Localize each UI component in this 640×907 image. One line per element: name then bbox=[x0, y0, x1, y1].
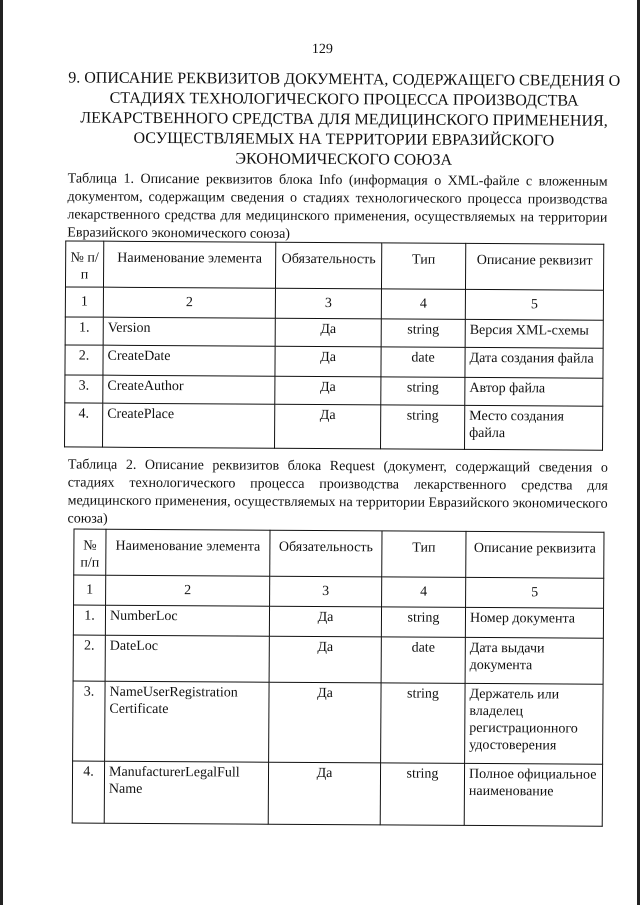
required-value: Да bbox=[268, 762, 380, 825]
header-cell: Наименование элемента bbox=[106, 529, 270, 576]
element-name: NameUserRegistration Certificate bbox=[105, 681, 269, 762]
description-value: Полное официальное наименование bbox=[464, 763, 602, 826]
column-number: 5 bbox=[466, 577, 604, 608]
header-cell: Тип bbox=[381, 243, 465, 290]
type-value: string bbox=[380, 763, 464, 826]
table-row bbox=[73, 605, 603, 638]
row-index: 1. bbox=[73, 605, 105, 635]
column-number-row bbox=[65, 287, 603, 320]
type-value: string bbox=[381, 607, 465, 638]
header-cell: Наименование элемента bbox=[103, 241, 275, 288]
header-cell: Описание реквизит bbox=[465, 243, 603, 290]
row-index: 1. bbox=[65, 317, 103, 345]
table-request bbox=[72, 528, 605, 826]
row-index: 2. bbox=[65, 345, 103, 375]
table-header-row bbox=[65, 241, 603, 290]
header-cell: Описание реквизита bbox=[466, 531, 604, 578]
description-value: Номер документа bbox=[465, 607, 603, 638]
element-name: CreatePlace bbox=[103, 403, 275, 448]
description-value: Автор файла bbox=[465, 377, 603, 406]
header-cell: Обязательность bbox=[270, 530, 382, 577]
table1-caption: Таблица 1. Описание реквизитов блока Info (информация о XML-файле с вложенным документом, содержащим сведения о стадиях технологического процесса производства лекарственного средства для медицинского применения, осуществляемых на территории Евразийского экономического союза) bbox=[67, 171, 608, 242]
column-number: 4 bbox=[381, 289, 465, 320]
required-value: Да bbox=[269, 606, 381, 637]
table2-caption: Таблица 2. Описание реквизитов блока Request (документ, содержащий сведения о стадиях технологического процесса производства лекарственного средства для медицинского применения, осуществляемых на территории Евразийского экономического союза) bbox=[67, 457, 608, 527]
required-value: Да bbox=[269, 682, 381, 763]
column-number: 1 bbox=[74, 575, 106, 605]
element-name: CreateDate bbox=[103, 345, 275, 376]
required-value: Да bbox=[275, 376, 381, 405]
type-value: string bbox=[381, 319, 465, 348]
table-info bbox=[64, 240, 604, 450]
element-name: DateLoc bbox=[105, 635, 269, 682]
section-heading: 9. ОПИСАНИЕ РЕКВИЗИТОВ ДОКУМЕНТА, СОДЕРЖАЩЕГО СВЕДЕНИЯ О СТАДИЯХ ТЕХНОЛОГИЧЕСКОГО ПРОЦЕССА ПРОИЗВОДСТВА ЛЕКАРСТВЕННОГО СРЕДСТВА ДЛЯ МЕДИЦИНСКОГО ПРИМЕНЕНИЯ, ОСУЩЕСТВЛЯЕМЫХ НА ТЕРРИТОРИИ ЕВРАЗИЙСКОГО ЭКОНОМИЧЕСКОГО СОЮЗА bbox=[68, 69, 621, 169]
table-row bbox=[65, 345, 603, 378]
description-value: Держатель или владелец регистрационного удостоверения bbox=[465, 683, 603, 764]
column-number: 5 bbox=[465, 289, 603, 320]
element-name: ManufacturerLegalFull Name bbox=[104, 761, 268, 824]
column-number: 2 bbox=[103, 287, 275, 318]
required-value: Да bbox=[275, 346, 381, 377]
description-value: Место создания файла bbox=[465, 405, 603, 450]
type-value: date bbox=[381, 637, 465, 684]
element-name: NumberLoc bbox=[105, 605, 269, 636]
table-row bbox=[73, 635, 603, 684]
description-value: Дата создания файла bbox=[465, 347, 603, 378]
element-name: Version bbox=[103, 317, 275, 346]
table-row bbox=[72, 761, 602, 826]
scan-left-edge bbox=[0, 0, 3, 905]
header-cell: Обязательность bbox=[275, 242, 381, 289]
required-value: Да bbox=[269, 636, 381, 683]
column-number: 4 bbox=[382, 577, 466, 608]
table-row bbox=[65, 375, 603, 406]
column-number-row bbox=[74, 575, 604, 608]
page-number: 129 bbox=[311, 41, 333, 58]
row-index: 3. bbox=[65, 375, 103, 403]
row-index: 3. bbox=[73, 681, 105, 761]
required-value: Да bbox=[275, 318, 381, 347]
row-index: 2. bbox=[73, 635, 105, 681]
type-value: string bbox=[381, 377, 465, 406]
table-row bbox=[65, 403, 603, 450]
table-row bbox=[65, 317, 603, 348]
row-index: 4. bbox=[65, 403, 103, 447]
element-name: CreateAuthor bbox=[103, 375, 275, 404]
header-cell: Тип bbox=[382, 531, 466, 578]
column-number: 3 bbox=[275, 288, 381, 319]
type-value: date bbox=[381, 347, 465, 378]
required-value: Да bbox=[275, 404, 381, 449]
table-header-row bbox=[74, 529, 604, 578]
description-value: Дата выдачи документа bbox=[465, 637, 603, 684]
type-value: string bbox=[381, 405, 465, 450]
column-number: 1 bbox=[65, 287, 103, 317]
type-value: string bbox=[381, 683, 465, 764]
row-index: 4. bbox=[72, 761, 104, 823]
header-cell: № п/п bbox=[74, 529, 106, 575]
description-value: Версия XML-схемы bbox=[465, 319, 603, 348]
column-number: 3 bbox=[270, 576, 382, 607]
header-cell: № п/п bbox=[65, 241, 103, 287]
column-number: 2 bbox=[106, 575, 270, 606]
table-row bbox=[73, 681, 603, 764]
